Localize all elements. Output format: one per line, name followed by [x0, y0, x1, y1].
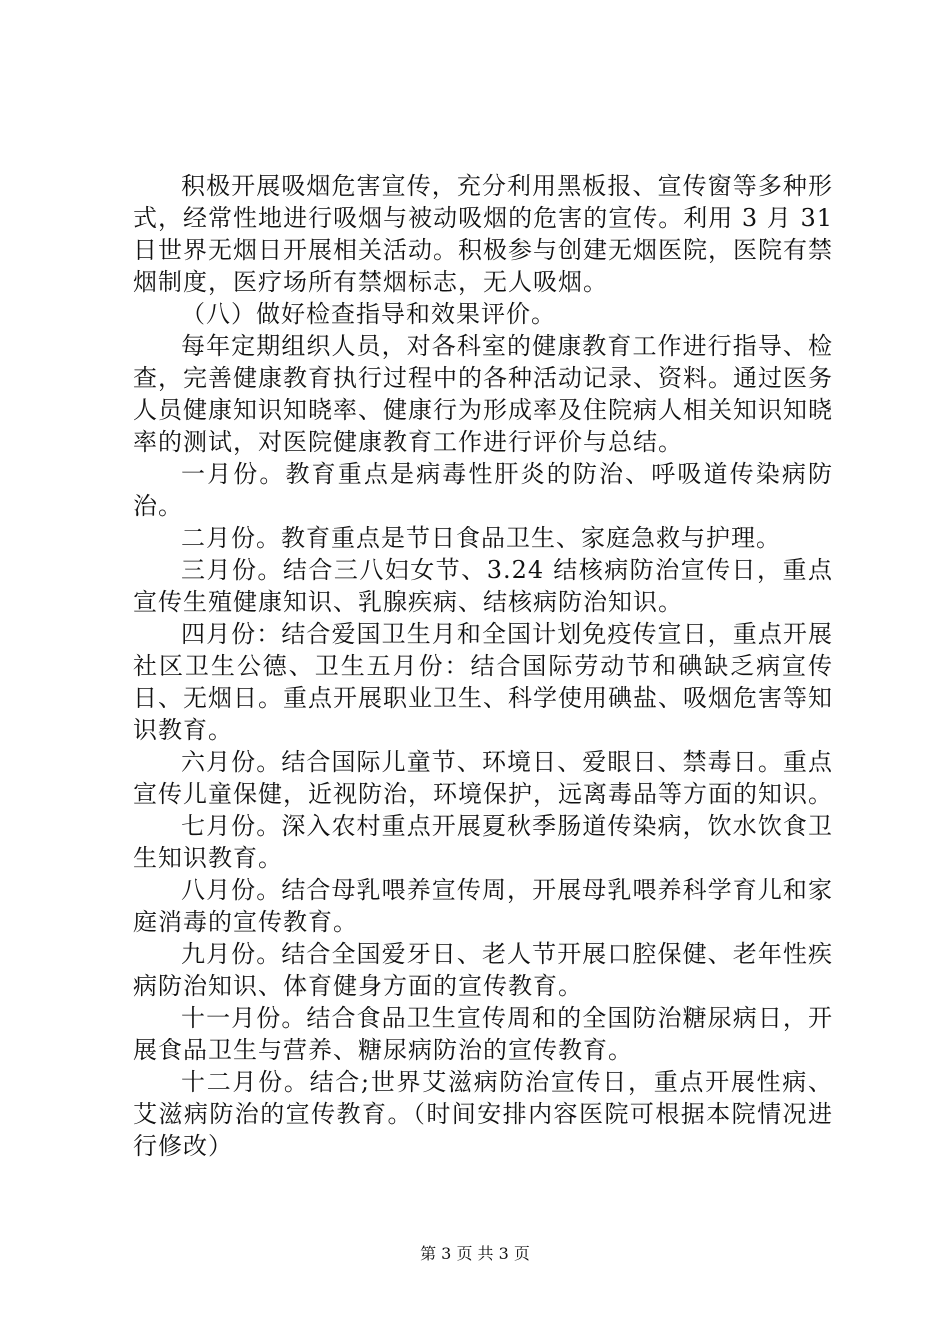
paragraph-november: 十一月份。结合食品卫生宣传周和的全国防治糖尿病日，开展食品卫生与营养、糖尿病防治的宣传教育。	[133, 1004, 833, 1064]
paragraph-july: 七月份。深入农村重点开展夏秋季肠道传染病，饮水饮食卫生知识教育。	[133, 812, 833, 872]
paragraph-april-may: 四月份：结合爱国卫生月和全国计划免疫传宣日，重点开展社区卫生公德、卫生五月份：结合国际劳动节和碘缺乏病宣传日、无烟日。重点开展职业卫生、科学使用碘盐、吸烟危害等知识教育。	[133, 620, 833, 744]
paragraph-no-smoking: 积极开展吸烟危害宣传，充分利用黑板报、宣传窗等多种形式，经常性地进行吸烟与被动吸烟的危害的宣传。利用 3 月 31 日世界无烟日开展相关活动。积极参与创建无烟医院，医院有禁烟制度，医疗场所有禁烟标志，无人吸烟。	[133, 172, 833, 296]
paragraph-september: 九月份。结合全国爱牙日、老人节开展口腔保健、老年性疾病防治知识、体育健身方面的宣传教育。	[133, 940, 833, 1000]
page-number-footer: 第 3 页 共 3 页	[420, 1244, 530, 1263]
paragraph-evaluation: 每年定期组织人员，对各科室的健康教育工作进行指导、检查，完善健康教育执行过程中的各种活动记录、资料。通过医务人员健康知识知晓率、健康行为形成率及住院病人相关知识知晓率的测试，对医院健康教育工作进行评价与总结。	[133, 332, 833, 456]
paragraph-january: 一月份。教育重点是病毒性肝炎的防治、呼吸道传染病防治。	[133, 460, 833, 520]
paragraph-section-8-heading: （八）做好检查指导和效果评价。	[181, 300, 556, 328]
paragraph-august: 八月份。结合母乳喂养宣传周，开展母乳喂养科学育儿和家庭消毒的宣传教育。	[133, 876, 833, 936]
paragraph-december: 十二月份。结合;世界艾滋病防治宣传日，重点开展性病、艾滋病防治的宣传教育。（时间安排内容医院可根据本院情况进行修改）	[133, 1068, 833, 1160]
document-body	[133, 170, 833, 1162]
paragraph-march: 三月份。结合三八妇女节、3.24 结核病防治宣传日，重点宣传生殖健康知识、乳腺疾病、结核病防治知识。	[133, 556, 833, 616]
paragraph-june: 六月份。结合国际儿童节、环境日、爱眼日、禁毒日。重点宣传儿童保健，近视防治，环境保护，远离毒品等方面的知识。	[133, 748, 833, 808]
paragraph-february: 二月份。教育重点是节日食品卫生、家庭急救与护理。	[181, 524, 781, 552]
